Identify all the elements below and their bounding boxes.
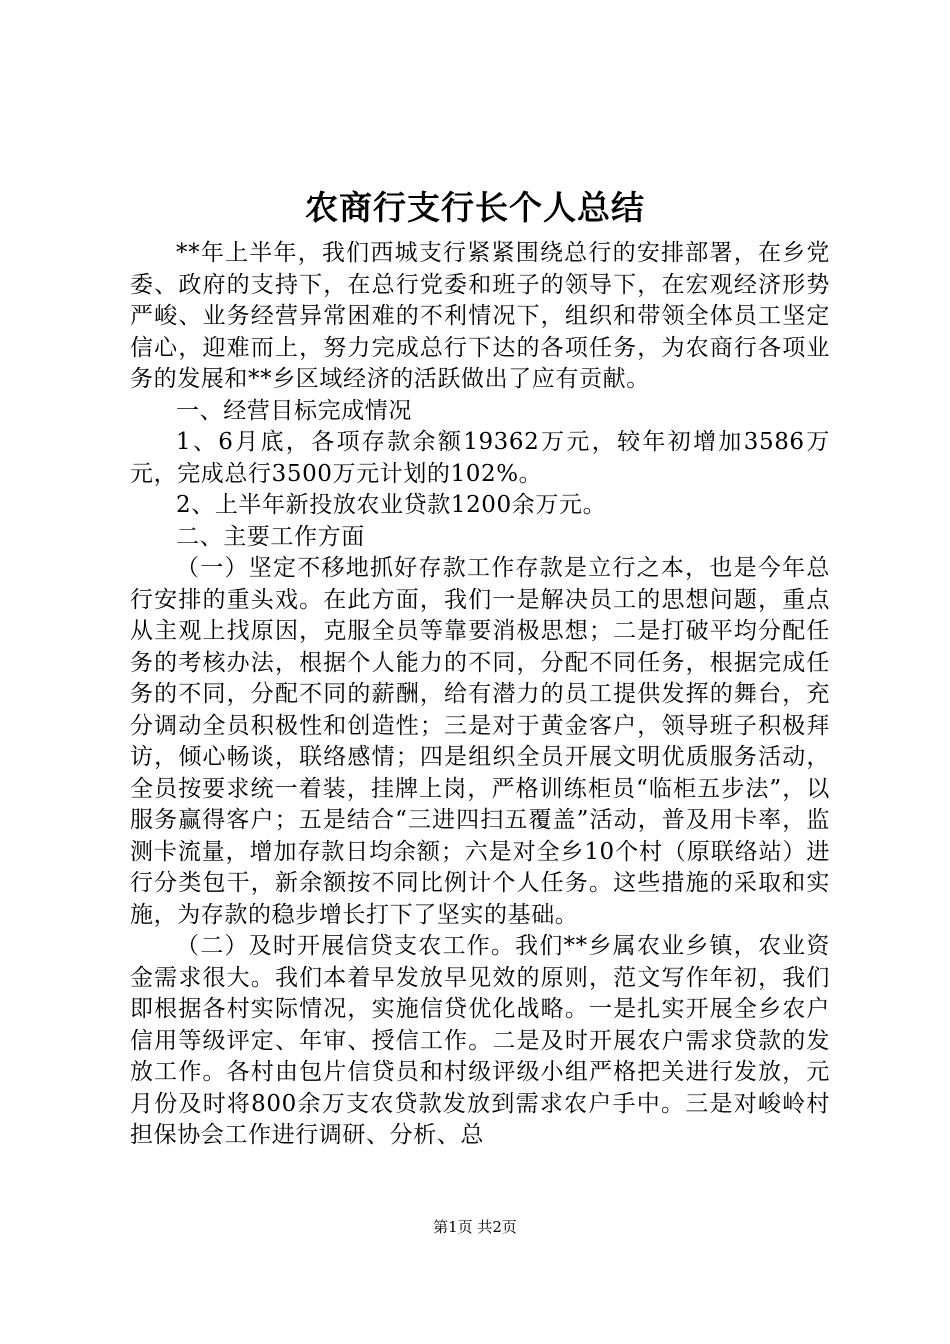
section-heading-1: 一、经营目标完成情况 [176, 397, 412, 424]
paragraph-item-1: 1、6月底，各项存款余额19362万元，较年初增加3586万元，完成总行3500万元计划的102%。 [130, 429, 830, 487]
paragraph-intro: **年上半年，我们西城支行紧紧围绕总行的安排部署，在乡党委、政府的支持下，在总行党委和班子的领导下，在宏观经济形势严峻、业务经营异常困难的不利情况下，组织和带领全体员工坚定信心，迎难而上，努力完成总行下达的各项任务，为农商行各项业务的发展和**乡区域经济的活跃做出了应有贡献。 [130, 240, 830, 392]
page-footer: 第1页 共2页 [433, 1218, 517, 1236]
section-heading-2: 二、主要工作方面 [176, 523, 365, 550]
paragraph-credit: （二）及时开展信贷支农工作。我们**乡属农业乡镇，农业资金需求很大。我们本着早发放早见效的原则，范文写作年初，我们即根据各村实际情况，实施信贷优化战略。一是扎实开展全乡农户信用等级评定、年审、授信工作。二是及时开展农户需求贷款的发放工作。各村由包片信贷员和村级评级小组严格把关进行发放，元月份及时将800余万支农贷款发放到需求农户手中。三是对峻岭村担保协会工作进行调研、分析、总 [130, 933, 830, 1148]
paragraph-item-2: 2、上半年新投放农业贷款1200余万元。 [176, 492, 607, 518]
paragraph-deposits: （一）坚定不移地抓好存款工作存款是立行之本，也是今年总行安排的重头戏。在此方面，我们一是解决员工的思想问题，重点从主观上找原因，克服全员等靠要消极思想；二是打破平均分配任务的考核办法，根据个人能力的不同，分配不同任务，根据完成任务的不同，分配不同的薪酬，给有潜力的员工提供发挥的舞台，充分调动全员积极性和创造性；三是对于黄金客户，领导班子积极拜访，倾心畅谈，联络感情；四是组织全员开展文明优质服务活动，全员按要求统一着装，挂牌上岗，严格训练柜员“临柜五步法”，以服务赢得客户；五是结合“三进四扫五覆盖”活动，普及用卡率，监测卡流量，增加存款日均余额；六是对全乡10个村（原联络站）进行分类包干，新余额按不同比例计个人任务。这些措施的采取和实施，为存款的稳步增长打下了坚实的基础。 [130, 555, 830, 928]
document-body [130, 238, 830, 1152]
document-title: 农商行支行长个人总结 [305, 188, 645, 227]
